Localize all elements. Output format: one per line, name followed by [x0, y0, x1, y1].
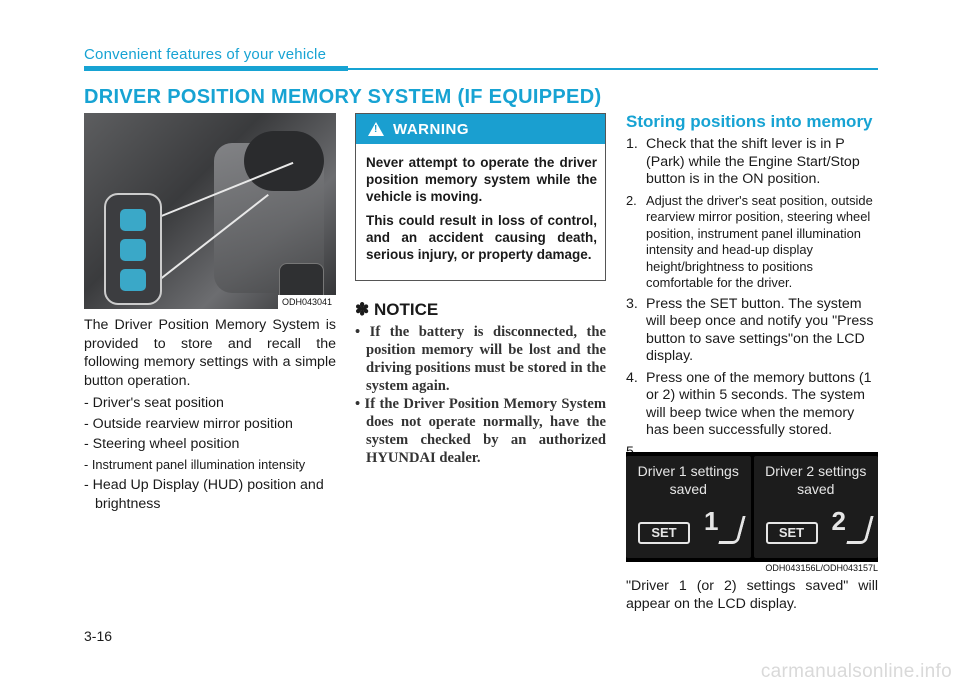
warning-label: WARNING	[393, 120, 469, 138]
page-number: 3-16	[84, 628, 113, 644]
memory-buttons-inset	[104, 193, 162, 305]
notice-item: • If the Driver Position Memory System does not operate normally, have the system checked by an authorized HYUNDAI dealer.	[355, 396, 606, 466]
notice-title: ✽ NOTICE	[355, 300, 439, 319]
lcd-illustration	[626, 446, 878, 572]
warning-paragraph: Never attempt to operate the driver position memory system while the vehicle is moving.	[366, 155, 597, 204]
lcd-line: Driver 2 settings	[765, 463, 867, 479]
door-handle	[244, 131, 324, 191]
lcd-display	[626, 452, 878, 562]
list-item: - Outside rearview mirror position	[84, 415, 293, 432]
warning-paragraph: This could result in loss of control, and an accident causing death, serious injury, or property damage.	[366, 213, 597, 262]
door-panel-photo	[84, 113, 336, 309]
lcd-line: saved	[797, 481, 835, 497]
memory-button-icon	[120, 209, 146, 231]
lcd-panel-driver-1	[626, 456, 751, 558]
notice-list	[355, 323, 606, 467]
watermark: carmanualsonline.info	[760, 661, 952, 682]
intro-section	[84, 316, 336, 515]
list-item: - Head Up Display (HUD) position and brightness	[84, 477, 324, 512]
notice-item: • If the battery is disconnected, the position memory will be lost and the driving positions must be stored in the system again.	[355, 324, 606, 394]
step-item: 4. Press one of the memory buttons (1 or 2) within 5 seconds. The system will beep twice when the memory has been successfully stored.	[626, 369, 872, 438]
lcd-message-text: "Driver 1 (or 2) settings saved" will appear on the LCD display.	[626, 578, 878, 612]
section-title: DRIVER POSITION MEMORY SYSTEM (IF EQUIPPED)	[84, 86, 602, 108]
memory-settings-list	[84, 394, 336, 513]
lcd-panel-driver-2	[754, 456, 879, 558]
memory-button-icon	[120, 269, 146, 291]
seat-icon	[846, 516, 874, 544]
memory-button-icon	[120, 239, 146, 261]
step-item: 2. Adjust the driver's seat position, outside rearview mirror position, steering wheel position, instrument panel illumination intensity and head-up display height/brightness to positions comfortable for the driver.	[626, 192, 873, 290]
lcd-line: Driver 1 settings	[637, 463, 739, 479]
warning-triangle-icon	[368, 122, 384, 136]
list-item: - Instrument panel illumination intensity	[84, 456, 306, 472]
warning-body	[356, 144, 605, 263]
photo-caption: ODH043041	[278, 295, 336, 309]
intro-paragraph: The Driver Position Memory System is provided to store and recall the following memory settings with a simple button operation.	[84, 317, 336, 389]
memory-number: 2	[831, 506, 846, 536]
list-item: - Driver's seat position	[84, 395, 224, 411]
lcd-caption: ODH043156L/ODH043157L	[765, 563, 878, 573]
step-item: 3. Press the SET button. The system will beep once and notify you "Press button to save settings"on the LCD display.	[626, 295, 874, 364]
step-item: 1. Check that the shift lever is in P (Park) while the Engine Start/Stop button is in the ON position.	[626, 136, 860, 187]
storing-steps	[626, 136, 878, 465]
seat-icon	[718, 516, 746, 544]
storing-title: Storing positions into memory	[626, 112, 873, 131]
set-button-icon: SET	[766, 522, 818, 544]
header-rule-accent	[84, 66, 348, 71]
memory-number: 1	[704, 506, 719, 536]
set-button-icon: SET	[638, 522, 690, 544]
warning-header	[356, 114, 605, 144]
lcd-line: saved	[669, 481, 707, 497]
list-item: - Steering wheel position	[84, 436, 240, 452]
running-header: Convenient features of your vehicle	[84, 46, 327, 63]
warning-box	[355, 113, 606, 281]
